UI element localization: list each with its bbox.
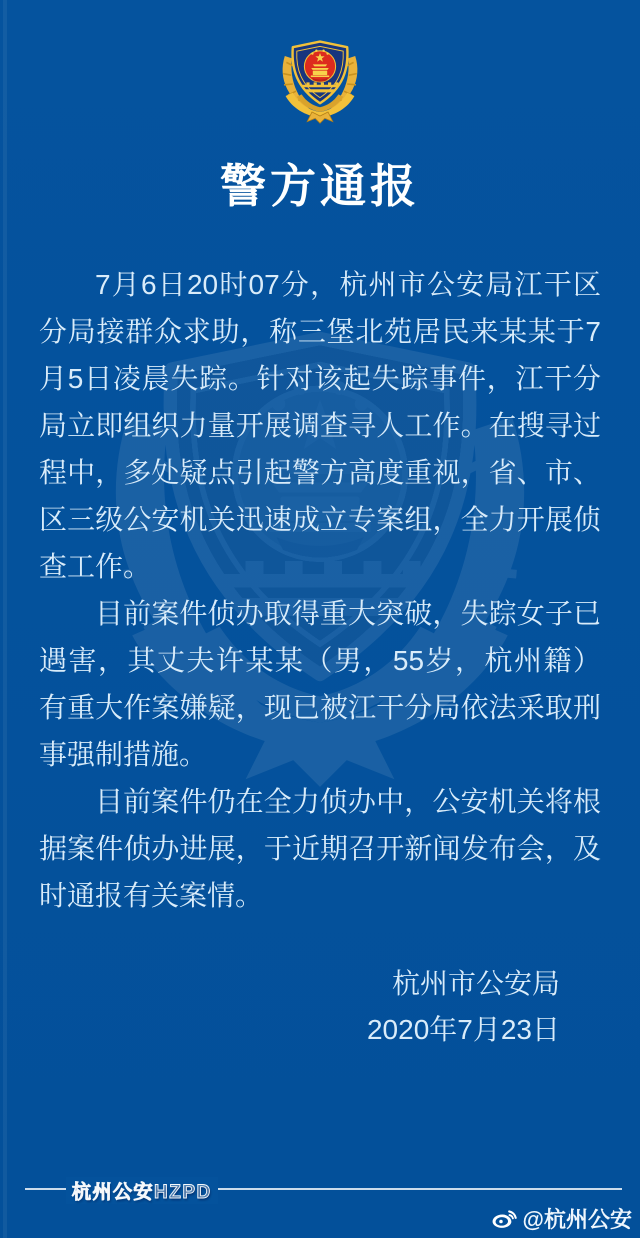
signature-date: 2020年7月23日 [366, 1014, 560, 1045]
footer-brand-label: 杭州公安HZPD [66, 1177, 218, 1204]
notice-paragraph: 目前案件侦办取得重大突破，失踪女子已遇害，其丈夫许某某（男，55岁，杭州籍）有重大作案嫌疑，现已被江干分局依法采取刑事强制措施。 [39, 598, 601, 770]
notice-body [39, 261, 601, 919]
notice-paragraph: 7月6日20时07分，杭州市公安局江干区分局接群众求助，称三堡北苑居民来某某于7月5日凌晨失踪。针对该起失踪事件，江干分局立即组织力量开展调查寻人工作。在搜寻过程中，多处疑点引起警方高度重视，省、市、区三级公安机关迅速成立专案组，全力开展侦查工作。 [39, 269, 601, 582]
signature-agency: 杭州市公安局 [391, 968, 560, 999]
weibo-handle: @杭州公安 [522, 1207, 632, 1232]
signature-block [367, 961, 560, 1053]
weibo-credit [491, 1203, 632, 1234]
page-title: 警方通报 [220, 159, 420, 213]
notice-paragraph: 目前案件仍在全力侦办中，公安机关将根据案件侦办进展，于近期召开新闻发布会，及时通报有关案情。 [39, 786, 601, 911]
police-badge-icon [272, 30, 368, 130]
weibo-icon [491, 1206, 518, 1231]
